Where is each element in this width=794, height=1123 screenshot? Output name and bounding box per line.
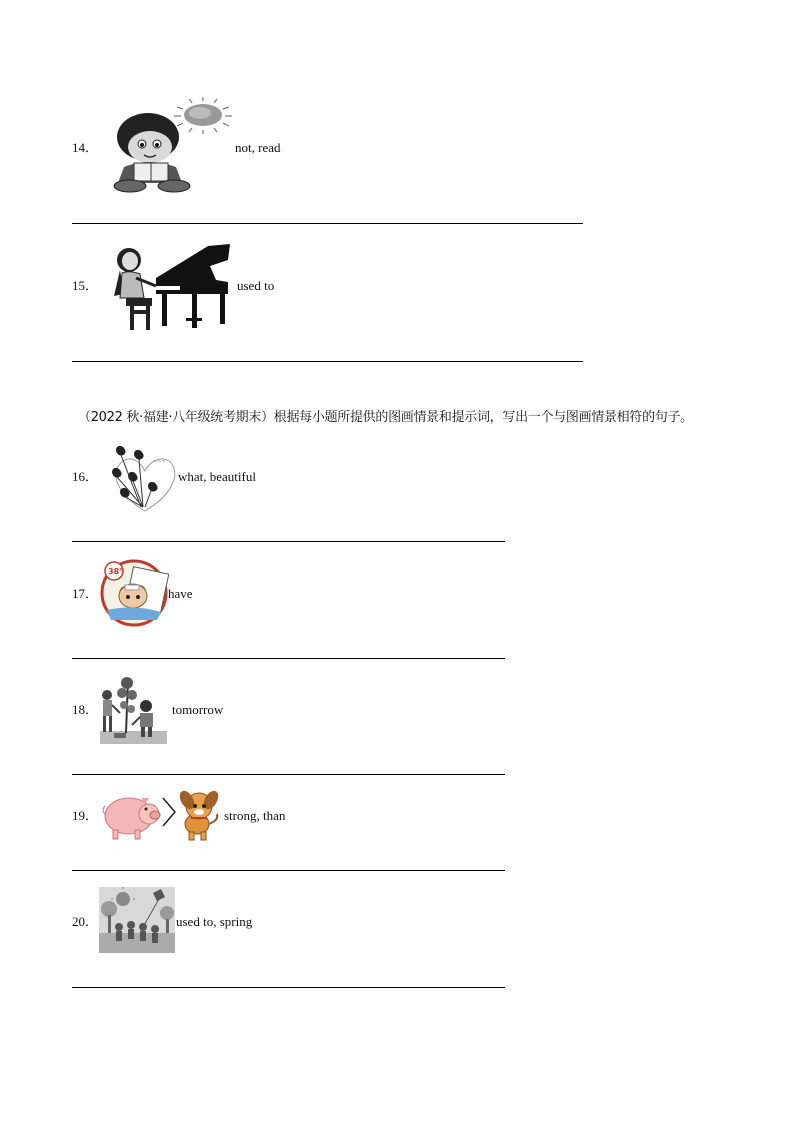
answer-line-18[interactable] (72, 774, 505, 775)
answer-line-19[interactable] (72, 870, 505, 871)
answer-line-16[interactable] (72, 541, 505, 542)
question-15-number: 15． (72, 278, 99, 293)
question-18-hint: tomorrow (172, 702, 224, 717)
question-14-hint: not, read (235, 140, 281, 155)
answer-line-20[interactable] (72, 987, 505, 988)
sick-boy-fever-image (99, 558, 169, 628)
boy-reading-sun-image (110, 97, 235, 195)
question-16-number: 16． (72, 469, 99, 484)
question-20-number: 20． (72, 914, 99, 929)
answer-line-17[interactable] (72, 658, 505, 659)
question-15-hint: used to (237, 278, 275, 293)
question-19-hint: strong, than (224, 808, 286, 823)
answer-line-15[interactable] (72, 361, 583, 362)
question-18-number: 18． (72, 702, 99, 717)
question-16-hint: what, beautiful (178, 469, 256, 484)
pig-dog-compare-image (101, 784, 223, 842)
question-17-number: 17． (72, 586, 99, 601)
roses-image (105, 441, 181, 515)
girl-playing-piano-image (110, 238, 235, 333)
kids-planting-tree-image (100, 673, 167, 744)
question-19-number: 19． (72, 808, 99, 823)
section-instructions: （2022 秋·福建·八年级统考期末）根据每小题所提供的图画情景和提示词，写出一个与图画情景相符的句子。 (78, 410, 693, 425)
question-17-hint: have (168, 586, 193, 601)
svg-text:~~~: ~~~ (153, 459, 166, 465)
kids-flying-kites-image (99, 887, 175, 953)
question-14-number: 14． (72, 140, 99, 155)
answer-line-14[interactable] (72, 223, 583, 224)
fever-label: 38° (108, 567, 124, 576)
question-20-hint: used to, spring (176, 914, 253, 929)
